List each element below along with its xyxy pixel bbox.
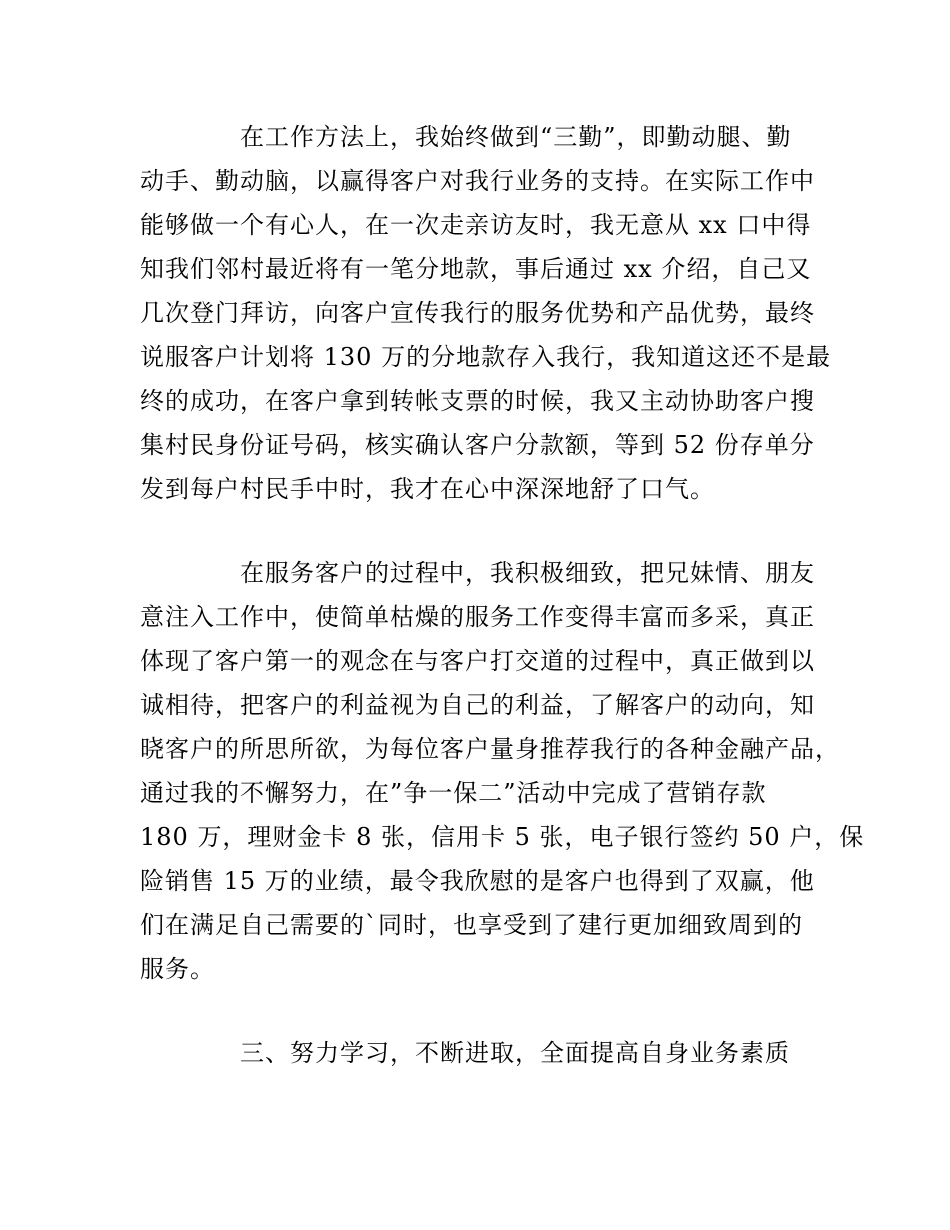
paragraph-line: 集村民身份证号码，核实确认客户分款额，等到 52 份存单分 (140, 431, 815, 459)
paragraph-line: 体现了客户第一的观念在与客户打交道的过程中，真正做到以 (140, 647, 815, 675)
paragraph-line: 说服客户计划将 130 万的分地款存入我行，我知道这还不是最 (140, 343, 832, 371)
paragraph-line: 们在满足自己需要的`同时，也享受到了建行更加细致周到的 (140, 911, 803, 939)
paragraph-line: 终的成功，在客户拿到转帐支票的时候，我又主动协助客户搜 (140, 387, 815, 415)
paragraph-line: 发到每户村民手中时，我才在心中深深地舒了口气。 (140, 475, 715, 503)
paragraph-line: 在服务客户的过程中，我积极细致，把兄妹情、朋友 (240, 559, 815, 587)
paragraph-line: 险销售 15 万的业绩，最令我欣慰的是客户也得到了双赢，他 (140, 867, 815, 895)
paragraph-line: 晓客户的所思所欲，为每位客户量身推荐我行的各种金融产品， (140, 735, 840, 763)
paragraph-line: 意注入工作中，使简单枯燥的服务工作变得丰富而多采，真正 (140, 603, 815, 631)
paragraph-line: 通过我的不懈努力，在”争一保二”活动中完成了营销存款 (140, 779, 767, 807)
paragraph-line: 动手、勤动脑，以赢得客户对我行业务的支持。在实际工作中 (140, 167, 815, 195)
paragraph-line: 服务。 (140, 955, 215, 983)
paragraph-line: 诚相待，把客户的利益视为自己的利益，了解客户的动向，知 (140, 691, 815, 719)
paragraph-line: 能够做一个有心人，在一次走亲访友时，我无意从 xx 口中得 (140, 211, 812, 239)
paragraph-line: 180 万，理财金卡 8 张，信用卡 5 张，电子银行签约 50 户，保 (140, 823, 865, 851)
paragraph-line: 在工作方法上，我始终做到“三勤”，即勤动腿、勤 (240, 123, 792, 151)
paragraph-line: 知我们邻村最近将有一笔分地款，事后通过 xx 介绍，自己又 (140, 255, 812, 283)
heading-line: 三、努力学习，不断进取，全面提高自身业务素质 (240, 1039, 790, 1067)
paragraph-line: 几次登门拜访，向客户宣传我行的服务优势和产品优势，最终 (140, 299, 815, 327)
